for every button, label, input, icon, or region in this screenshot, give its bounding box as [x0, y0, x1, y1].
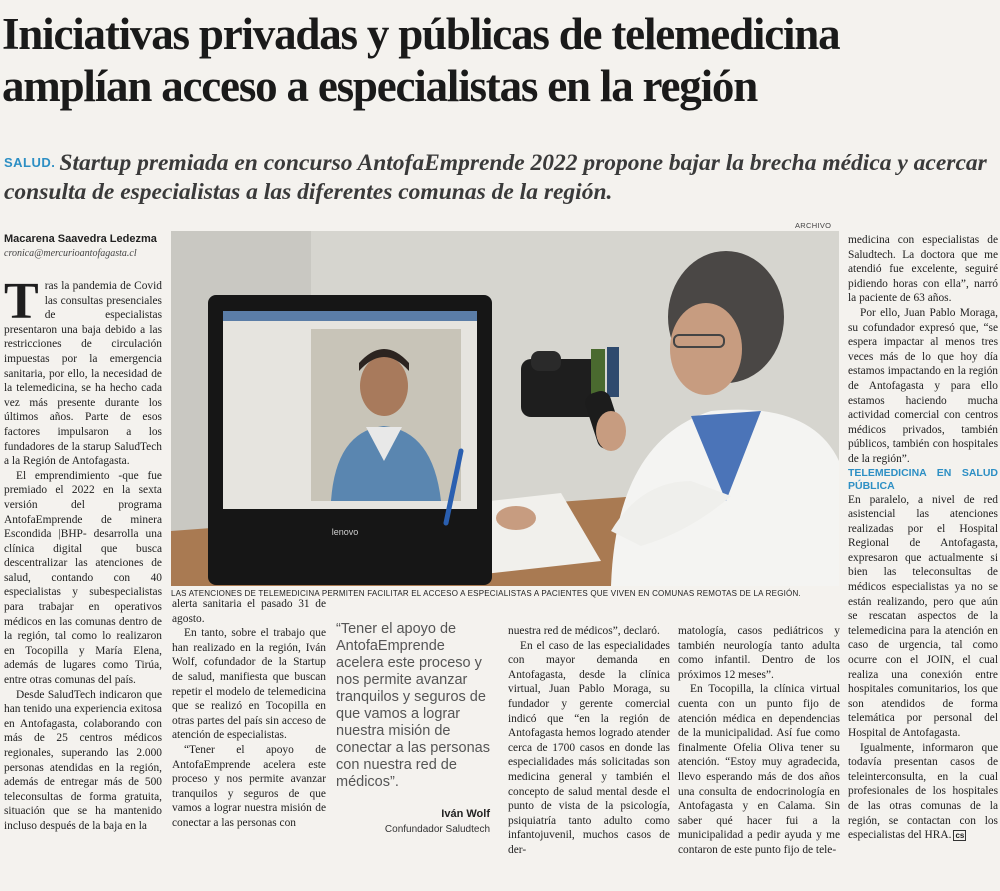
- photo-illustration: [171, 231, 839, 586]
- paragraph: [4, 273, 162, 469]
- paragraph: matología, casos pediátricos y también neurología tanto adulta como infantil. Dentro de los próximos 12 meses”.: [678, 625, 840, 681]
- pull-quote-attribution: [336, 808, 490, 835]
- quote-author-name: Iván Wolf: [441, 808, 490, 820]
- paragraph: En el caso de las especialidades con mayor demanda en Antofagasta, desde la clínica virtual, Juan Pablo Moraga, su fundador y gerente comercial indicó que “en la región de Antofagasta hemos logrado atender cerca de 1700 casos en donde las especialidades más solicitadas son medicina general y también el concepto de salud mental desde el punto de vista de la psicología, psiquiatría tanto adulto como infantojuvenil, muchos casos de der-: [508, 639, 670, 856]
- quote-author-role: Confundador Saludtech: [384, 824, 490, 835]
- paragraph: medicina con especialistas de Saludtech. La doctora que me atendió fue excelente, seguiré pidiendo horas con ella”, narró la paciente de 63 años.: [848, 234, 998, 305]
- drop-cap: T: [4, 273, 39, 330]
- paragraph: Desde SaludTech indicaron que han tenido una experiencia exitosa en Antofagasta, colaborando con más de 25 centros médicos regionales, superando las 2.000 personas atendidas en la región, además de entregar más de 500 teleconsultas de forma gratuita, situación que se ha mantenido incluso después de la baja en la: [4, 688, 162, 832]
- paragraph: [848, 741, 998, 844]
- author-email: cronica@mercurioantofagasta.cl: [4, 248, 137, 259]
- monitor-brand: lenovo: [331, 527, 359, 537]
- byline: [4, 233, 164, 259]
- paragraph: El emprendimiento -que fue premiado el 2022 en la sexta versión del programa AntofaEmprende de minera Escondida |BHP- desarrolla una clínica digital que busca descentralizar las atenciones de salud, contando con 40 especialistas y subespecialistas para trabajar en operativos médicos en las comunas dentro de la región, tal como lo realizaron en Tocopilla y María Elena, además de lugares como Tirúa, entre otras comunas del país.: [4, 469, 162, 687]
- paragraph: alerta sanitaria el pasado 31 de agosto.: [172, 598, 326, 625]
- paragraph: En paralelo, a nivel de red asistencial las atenciones realizadas por el Hospital Regional de Antofagasta, expresaron que actualmente si bien las teleconsultas de médicos especialistas ya no se están realizando, pero que aún se rescatan aspectos de la telemedicina para la atención en caso de urgencia, tal como ocurre con el JOIN, el cual realiza una conexión entre hospitales comunitarios, los que son atendidos de forma telemática por personal del Hospital de Antofagasta.: [848, 493, 998, 739]
- paragraph: nuestra red de médicos”, declaró.: [508, 625, 660, 637]
- lead-paragraph: [4, 148, 998, 207]
- article-photo: [171, 231, 839, 586]
- paragraph-text: Igualmente, informaron que todavía presentan casos de teleinterconsulta, en la cual profesionales de los hospitales de las otras comunas de la región, se contactan con los especialistas del HRA.: [848, 741, 998, 842]
- author-name: Macarena Saavedra Ledezma: [4, 233, 157, 245]
- column-4: [508, 624, 670, 858]
- paragraph-text: ras la pandemia de Covid las consultas presenciales de especialistas presentaron una baja debido a las restricciones de circulación impuestas por la emergencia sanitaria, por ello, la necesidad de la telemedicina, se ha hecho cada vez más presente durante los últimos años. Parte de esos factores impulsaron a los fundadores de la starup SaludTech a la Región de Antofagasta.: [4, 280, 162, 468]
- paragraph: “Tener el apoyo de AntofaEmprende acelera este proceso y nos permite avanzar tranquilos y seguros de que vamos a lograr nuestra misión de conectar a las personas con: [172, 743, 326, 829]
- photo-caption: LAS ATENCIONES DE TELEMEDICINA PERMITEN FACILITAR EL ACCESO A ESPECIALISTAS A PACIENTES QUE VIVEN EN COMUNAS REMOTAS DE LA REGIÓN.: [171, 589, 801, 598]
- column-1: [4, 273, 162, 834]
- section-tag: SALUD.: [4, 155, 56, 170]
- lead-text: Startup premiada en concurso AntofaEmprende 2022 propone bajar la brecha médica y acercar consulta de especialistas a las diferentes comunas de la región.: [4, 150, 987, 205]
- pull-quote: “Tener el apoyo de AntofaEmprende acelera este proceso y nos permite avanzar tranquilos y seguros de que vamos a lograr nuestra misión de conectar a las personas con nuestra red de médicos”.: [336, 621, 490, 790]
- paragraph: Por ello, Juan Pablo Moraga, su cofundador expresó que, “se espera impactar al menos tres veces más de lo que hoy día estamos impactando en la región de Antofagasta y para ello estamos haciendo mucha actividad comercial con centros médicos privados, también públicos, también con hospitales de la región”.: [848, 306, 998, 465]
- photo-credit: ARCHIVO: [795, 221, 832, 230]
- paragraph: En tanto, sobre el trabajo que han realizado en la región, Iván Wolf, cofundador de la Startup de salud, manifiesta que buscan repetir el modelo de telemedicina que se realizó en Tocopilla en otras partes del país sin acceso de atención de especialistas.: [172, 627, 326, 742]
- column-5: [678, 624, 840, 858]
- end-mark-icon: cs: [955, 831, 965, 841]
- section-subheading: TELEMEDICINA EN SALUD PÚBLICA: [848, 466, 998, 492]
- column-6: [848, 233, 998, 844]
- paragraph: En Tocopilla, la clínica virtual cuenta con un punto fijo de atención médica en dependencias de la municipalidad. Así fue como finalmente Ofelia Oliva tener su atención. “Estoy muy agradecida, llevo esperando más de dos años una consulta de endocrinología en Antofagasta y en Calama. Sin saber qué hacer fui a la municipalidad a pedir ayuda y me contaron de este punto fijo de tele-: [678, 683, 840, 856]
- column-2: [172, 597, 326, 831]
- headline: Iniciativas privadas y públicas de telemedicina amplían acceso a especialistas en la región: [2, 9, 840, 111]
